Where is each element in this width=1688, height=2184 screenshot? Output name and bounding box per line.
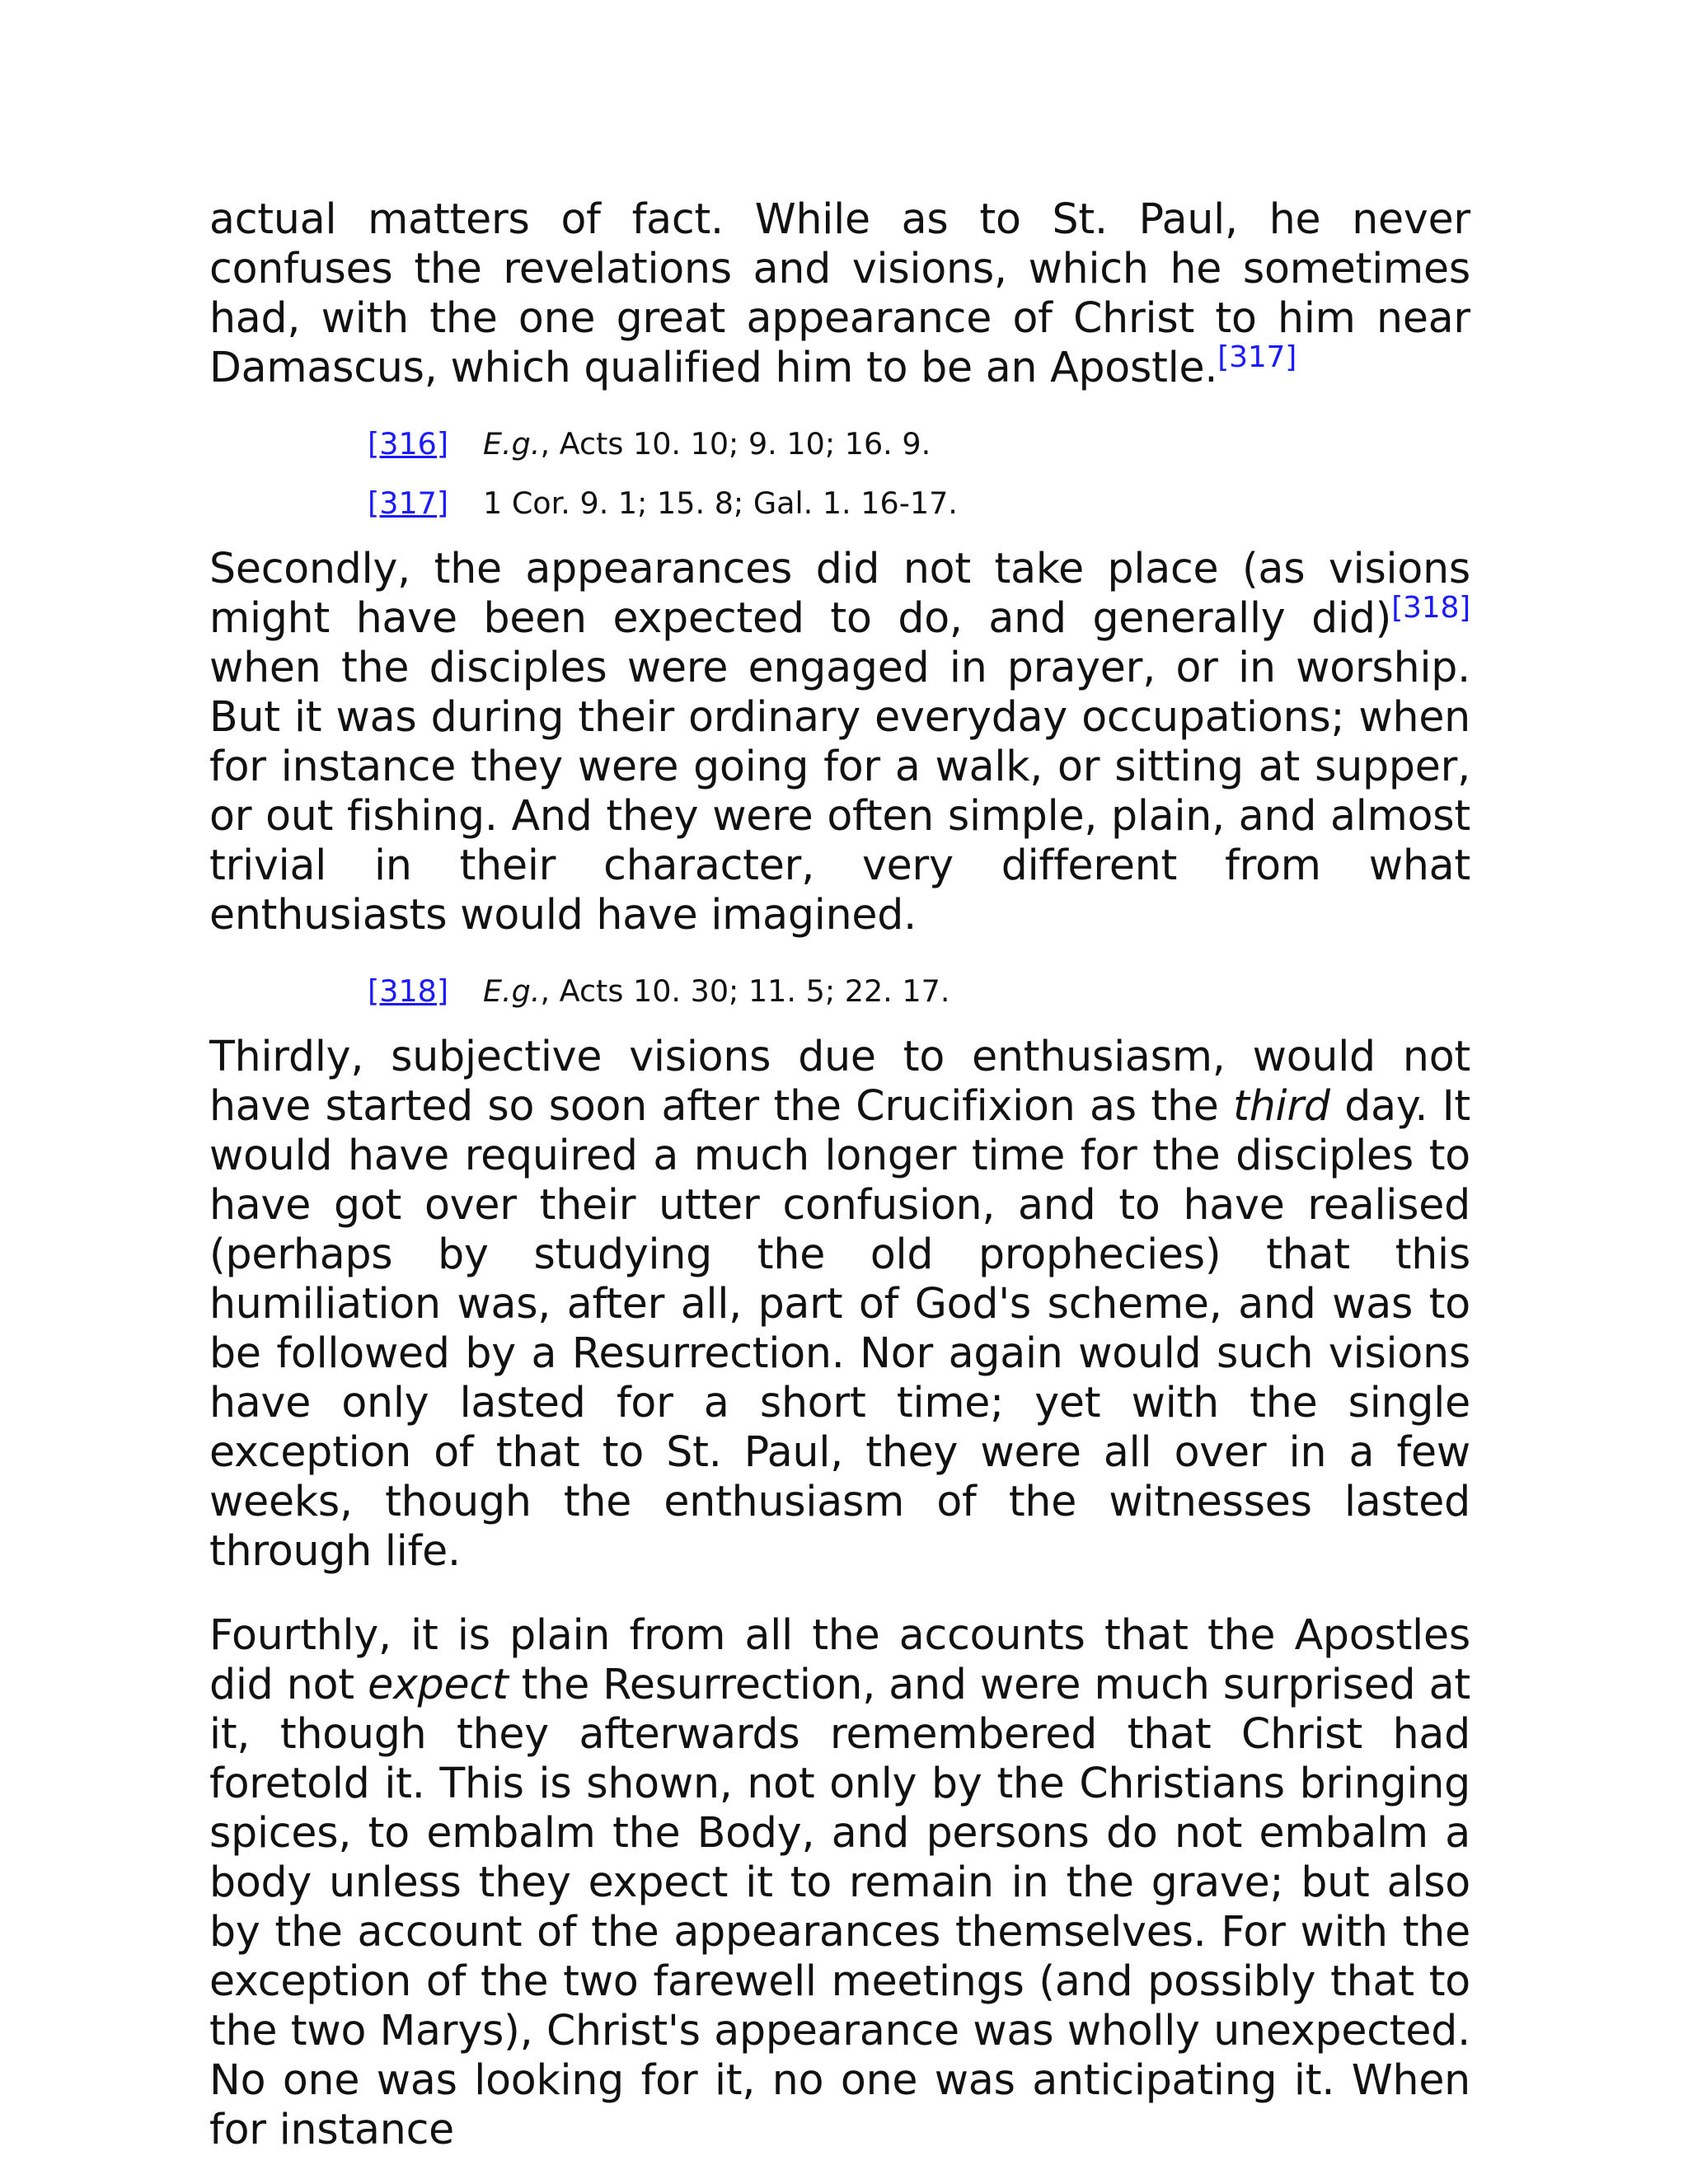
paragraph-3 bbox=[209, 1032, 1470, 1576]
footnote-316-citation: , Acts 10. 10; 9. 10; 16. 9. bbox=[540, 426, 931, 462]
footnote-318-citation: , Acts 10. 30; 11. 5; 22. 17. bbox=[540, 973, 950, 1009]
paragraph-2-part2: when the disciples were engaged in prayer, or in worship. But it was during their ordinary everyday occupations; when for instance they were going for a walk, or sitting at supper, or out fishing. And they were often simple, plain, and almost trivial in their character, very different from what enthusiasts would have imagined. bbox=[209, 643, 1470, 939]
footnote-318-eg: E.g. bbox=[483, 973, 541, 1009]
footnote-317 bbox=[368, 485, 1470, 522]
footnote-316-backlink[interactable]: [316] bbox=[368, 426, 449, 462]
footnote-317-backlink[interactable]: [317] bbox=[368, 485, 449, 521]
paragraph-1-text: actual matters of fact. While as to St. Paul, he never confuses the revelations and visions, which he sometimes had, with the one great appearance of Christ to him near Damascus, which qualified him to be an Apostle. bbox=[209, 194, 1470, 391]
footnote-316-eg: E.g. bbox=[483, 426, 541, 462]
footnote-list-1 bbox=[209, 425, 1470, 522]
paragraph-3-emphasis: third bbox=[1233, 1081, 1330, 1130]
footnote-318-backlink[interactable]: [318] bbox=[368, 973, 449, 1009]
footnote-ref-318-link[interactable]: [318] bbox=[1391, 591, 1470, 625]
paragraph-2 bbox=[209, 544, 1470, 940]
paragraph-4 bbox=[209, 1610, 1470, 2154]
footnote-ref-318[interactable] bbox=[1391, 591, 1470, 625]
footnote-ref-317[interactable] bbox=[1217, 340, 1296, 374]
footnote-316 bbox=[368, 425, 1470, 462]
footnote-316-mark[interactable] bbox=[368, 425, 483, 462]
paragraph-4-part2: the Resurrection, and were much surprised at it, though they afterwards remembered that Christ had foretold it. This is shown, not only by the Christians bringing spices, to embalm the Body, and persons do not embalm a body unless they expect it to remain in the grave; but also by the account of the appearances themselves. For with the exception of the two farewell meetings (and possibly that to the two Marys), Christ's appearance was wholly unexpected. No one was looking for it, no one was anticipating it. When for instance bbox=[209, 1660, 1470, 2154]
paragraph-3-part2: day. It would have required a much longer time for the disciples to have got over their utter confusion, and to have realised (perhaps by studying the old prophecies) that this humiliation was, after all, part of God's scheme, and was to be followed by a Resurrection. Nor again would such visions have only lasted for a short time; yet with the single exception of that to St. Paul, they were all over in a few weeks, though the enthusiasm of the witnesses lasted through life. bbox=[209, 1081, 1470, 1575]
footnote-list-2 bbox=[209, 972, 1470, 1010]
paragraph-1 bbox=[209, 194, 1470, 392]
footnote-316-text bbox=[483, 425, 931, 462]
document-page bbox=[209, 194, 1470, 2154]
footnote-318-mark[interactable] bbox=[368, 972, 483, 1010]
footnote-318-text bbox=[483, 972, 950, 1010]
footnote-317-mark[interactable] bbox=[368, 485, 483, 522]
footnote-ref-317-link[interactable]: [317] bbox=[1217, 340, 1297, 374]
paragraph-4-part1: Fourthly, it is plain from all the accounts that the Apostles did not bbox=[209, 1610, 1470, 1708]
paragraph-4-emphasis: expect bbox=[368, 1660, 509, 1708]
footnote-317-text bbox=[483, 485, 958, 522]
footnote-317-citation: 1 Cor. 9. 1; 15. 8; Gal. 1. 16-17. bbox=[483, 485, 958, 521]
paragraph-3-part1: Thirdly, subjective visions due to enthusiasm, would not have started so soon after the Crucifixion as the bbox=[209, 1032, 1470, 1130]
footnote-318 bbox=[368, 972, 1470, 1010]
paragraph-2-part1: Secondly, the appearances did not take place (as visions might have been expected to do, and generally did) bbox=[209, 544, 1470, 642]
